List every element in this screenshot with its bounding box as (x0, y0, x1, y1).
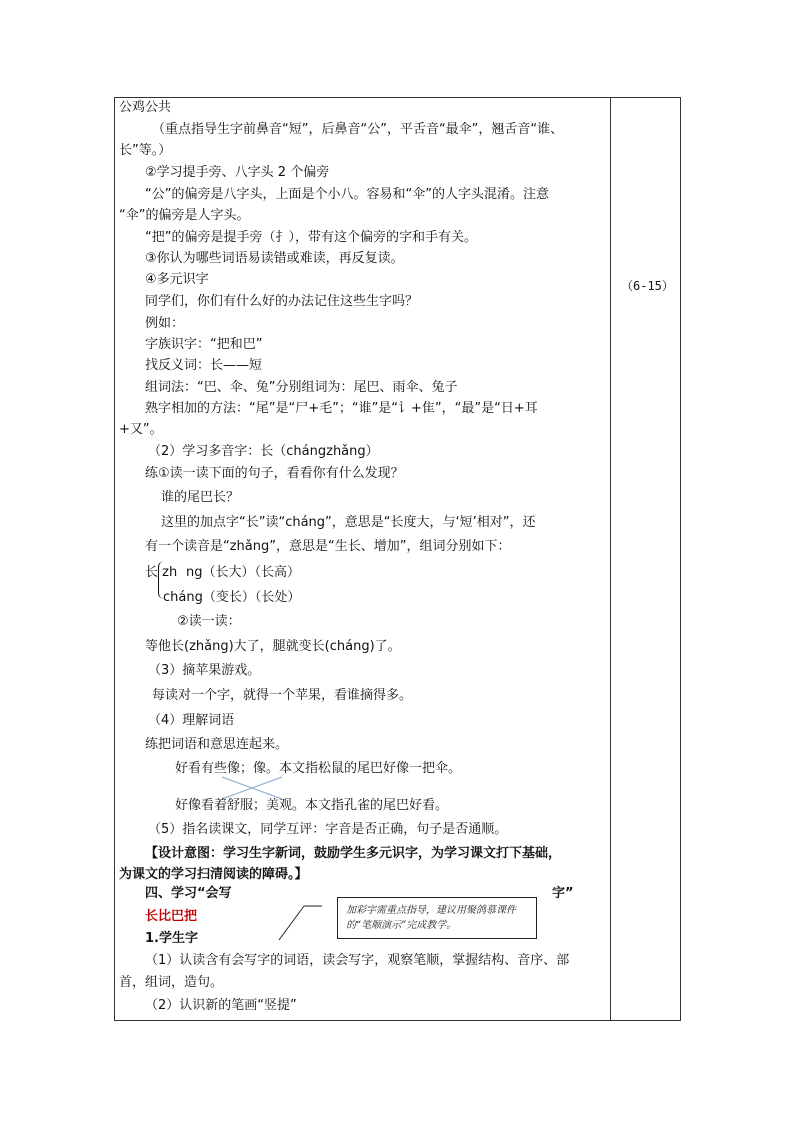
text-line: 长 zh (145, 565, 178, 580)
text-line: 好看有些像；像。本文指松鼠的尾巴好像一把伞。 (175, 761, 462, 776)
teaching-tip-callout: 加彩字需重点指导，建议用聚鸽慕课件的“笔顺演示”完成教学。 (337, 897, 537, 939)
text-line: 练把词语和意思连起来。 (145, 737, 289, 752)
text-line: 有一个读音是“zhǎng”，意思是“生长、增加”，组词分别如下： (145, 539, 511, 554)
text-line: +又”。 (119, 422, 163, 437)
text-line: 长”等。） (119, 143, 172, 158)
text-line: （3）摘苹果游戏。 (148, 663, 261, 678)
text-line: ②学习提手旁、八字头 2 个偏旁 (145, 165, 330, 180)
text-line: 练①读一读下面的句子，看看你有什么发现？ (145, 466, 404, 481)
callout-pointer (279, 906, 304, 940)
text-line: ③你认为哪些词语易读错或难读，再反复读。 (145, 251, 404, 266)
section-heading: 四、学习“会写 (145, 886, 232, 901)
text-line: ④多元识字 (145, 272, 209, 287)
text-line: “把”的偏旁是提手旁（扌），带有这个偏旁的字和手有关。 (145, 230, 477, 245)
subsection-heading: 1.学生字 (145, 931, 198, 946)
text-line: “伞”的偏旁是人字头。 (119, 208, 250, 223)
text-line: “公”的偏旁是八字头，上面是个小八。容易和“伞”的人字头混淆。注意 (145, 187, 549, 202)
text-line: 字族识字：“把和巴” (145, 337, 263, 352)
text-line: 好像看着舒服；美观。本文指孔雀的尾巴好看。 (175, 798, 449, 813)
text-line: 找反义词：长——短 (145, 358, 263, 373)
text-line: 例如： (145, 316, 185, 331)
text-line: （5）指名读课文，同学互评：字音是否正确，句子是否通顺。 (148, 822, 508, 837)
text-line: ②读一读： (177, 614, 241, 629)
design-intent: 为课文的学习扫清阅读的障碍。】 (119, 867, 308, 882)
text-line: 这里的加点字“长”读“cháng”，意思是“长度大，与‘短’相对”，还 (161, 515, 536, 530)
text-line: 组词法：“巴、伞、兔”分别组词为：尾巴、雨伞、兔子 (145, 380, 458, 395)
text-line: （1）认读含有会写字的词语，读会写字，观察笔顺，掌握结构、音序、部 (145, 953, 570, 968)
text-line: 同学们，你们有什么好的办法记住这些生字吗？ (145, 294, 419, 309)
text-line: （4）理解词语 (148, 713, 235, 728)
text-line: 谁的尾巴长？ (161, 490, 240, 505)
text-line: 等他长(zhǎng)大了，腿就变长(cháng)了。 (145, 639, 401, 654)
design-intent: 【设计意图：学习生字新词，鼓励学生多元识字，为学习课文打下基础， (145, 846, 562, 861)
text-line: 首，组词，造句。 (119, 975, 224, 990)
text-line: 熟字相加的方法：“尾”是“尸+毛”；“谁”是“讠+隹”，“最”是“日+耳 (145, 401, 538, 416)
text-line: cháng（变长）（长处） (163, 590, 301, 605)
writing-characters: 长比巴把 (145, 909, 198, 924)
text-line: （2）认识新的笔画“竖提” (145, 998, 297, 1013)
text-line: （重点指导生字前鼻音“短”，后鼻音“公”，平舌音“最伞”，翘舌音“谁、 (152, 122, 564, 137)
text-line: ng（长大）（长高） (186, 565, 300, 580)
section-heading-end: 字” (552, 886, 574, 901)
text-line: 公鸡公共 (119, 100, 172, 115)
time-note: （6-15） (621, 279, 674, 293)
text-line: 每读对一个字，就得一个苹果，看谁摘得多。 (152, 688, 413, 703)
text-line: （2）学习多音字：长（chángzhǎng） (148, 444, 379, 459)
